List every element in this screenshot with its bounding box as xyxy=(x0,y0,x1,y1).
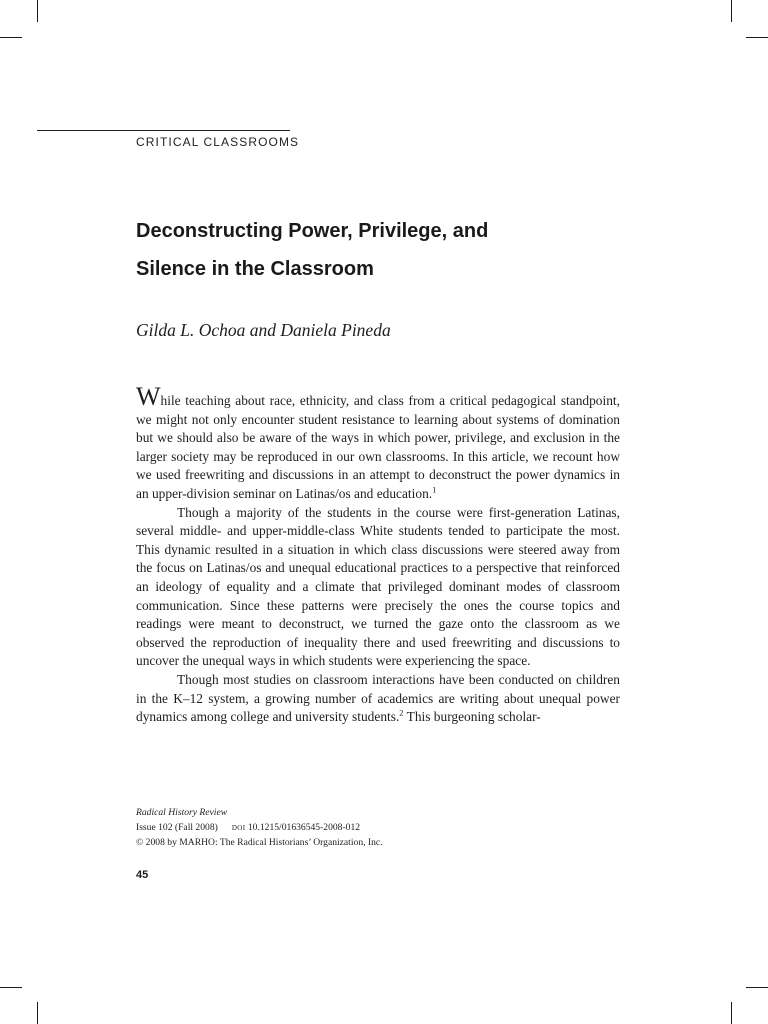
footnote-ref-2[interactable]: 2 xyxy=(399,707,404,718)
drop-cap: W xyxy=(136,382,161,411)
paragraph-3-text: Though most studies on classroom interactions have been conducted on children in the K–12 system, a growing number of academics are writing about unequal power dynamics among college and university students. xyxy=(136,671,620,725)
journal-name: Radical History Review xyxy=(136,807,228,818)
crop-mark-bottom-right-h xyxy=(746,987,768,988)
paragraph-3 xyxy=(136,671,620,727)
page-number: 45 xyxy=(136,869,149,881)
authors: Gilda L. Ochoa and Daniela Pineda xyxy=(136,320,391,340)
crop-mark-bottom-left xyxy=(37,1002,38,1024)
doi-value[interactable]: 10.1215/01636545-2008-012 xyxy=(247,822,361,833)
article-title xyxy=(136,212,606,288)
section-rule xyxy=(37,130,290,131)
doi-label: doi xyxy=(231,822,246,833)
section-label: CRITICAL CLASSROOMS xyxy=(136,135,300,149)
paragraph-3-tail: This burgeoning scholar- xyxy=(403,709,541,725)
title-line-1: Deconstructing Power, Privilege, and xyxy=(136,220,489,242)
article-body xyxy=(136,382,620,727)
paragraph-2: Though a majority of the students in the course were first-generation Latinas, several middle- and upper-middle-class White students tended to participate the most. This dynamic resulted in a situation in which class discussions were steered away from the focus on Latinas/os and unequal educational practices to a perspective that reinforced an ideology of equality and a climate that privileged dominant modes of classroom communication. Since these patterns were precisely the ones the course topics and readings were meant to deconstruct, we turned the gaze onto the classroom as we observed the reproduction of inequality there and used freewriting and discussions to uncover the unequal ways in which students were experiencing the space. xyxy=(136,504,620,669)
issue-line xyxy=(136,820,383,835)
crop-mark-top-right xyxy=(731,0,732,22)
paragraph-1-text: hile teaching about race, ethnicity, and class from a critical pedagogical standpoint, we might not only encounter student resistance to learning about systems of domination but we should also be aware of the ways in which power, privilege, and exclusion in the larger society may be reproduced in our own classrooms. In this article, we recount how we used freewriting and discussions in an attempt to deconstruct the power dynamics in an upper-division seminar on Latinas/os and education. xyxy=(136,393,620,501)
crop-mark-top-left-h xyxy=(0,37,22,38)
title-line-2: Silence in the Classroom xyxy=(136,258,374,280)
publication-footer xyxy=(136,805,383,850)
paragraph-1 xyxy=(136,382,620,504)
footnote-ref-1[interactable]: 1 xyxy=(432,484,437,495)
issue: Issue 102 (Fall 2008) xyxy=(136,822,218,833)
crop-mark-bottom-left-h xyxy=(0,987,22,988)
crop-mark-bottom-right xyxy=(731,1002,732,1024)
crop-mark-top-left xyxy=(37,0,38,22)
copyright: © 2008 by MARHO: The Radical Historians’ Organization, Inc. xyxy=(136,837,383,848)
crop-mark-top-right-h xyxy=(746,37,768,38)
